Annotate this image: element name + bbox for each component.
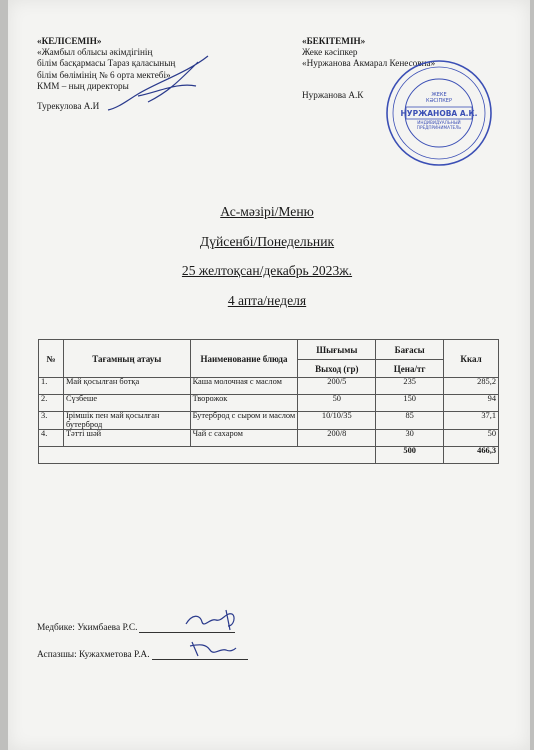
- header-num: №: [39, 340, 64, 378]
- cell-name-kz: Май қосылған ботқа: [63, 378, 190, 395]
- approval-right-heading: «БЕКІТЕМІН»: [302, 36, 366, 46]
- title-week: 4 апта/неделя: [227, 292, 307, 308]
- total-kcal: 466,3: [444, 447, 499, 464]
- stamp-sub2: КӘСІПКЕР: [426, 98, 452, 104]
- total-blank: [39, 447, 376, 464]
- approval-left-signatory: Турекулова А.И: [37, 101, 100, 112]
- approval-left-line: білім басқармасы Тараз қаласының: [37, 58, 176, 69]
- cell-kcal: 94: [444, 395, 499, 412]
- cell-price: 30: [376, 430, 444, 447]
- header-price: Бағасы: [376, 340, 444, 360]
- cell-num: 3.: [39, 412, 64, 430]
- approval-left-line: білім бөлімінің № 6 орта мектебі»: [37, 69, 171, 80]
- cell-output: 10/10/35: [298, 412, 376, 430]
- director-signature: [78, 52, 228, 114]
- nurse-signature: [182, 608, 242, 632]
- cell-name-kz: Ірімшік пен май қосылған бутерброд: [63, 412, 190, 430]
- cell-price: 150: [376, 395, 444, 412]
- title-date: 25 желтоқсан/декабрь 2023ж.: [181, 263, 353, 278]
- nurse-label: Медбике: Укимбаева Р.С.: [37, 623, 138, 633]
- approval-right-line: Жеке кәсіпкер: [302, 47, 358, 58]
- cell-kcal: 285,2: [444, 378, 499, 395]
- table-row: [39, 430, 499, 447]
- document-titles: [0, 204, 534, 322]
- cell-name-ru: Творожок: [190, 395, 298, 412]
- cell-output: 200/5: [298, 378, 376, 395]
- table-row: [39, 378, 499, 395]
- menu-table: [38, 339, 499, 464]
- header-output: Шығымы: [298, 340, 376, 360]
- stamp-main-text: НУРЖАНОВА А.К.: [400, 109, 478, 118]
- table-row: [39, 412, 499, 430]
- title-day: Дүйсенбі/Понедельник: [199, 233, 335, 249]
- approval-right-signatory: Нуржанова А.К: [302, 89, 364, 100]
- approval-left-line: КММ – ның директоры: [37, 80, 129, 91]
- stamp-sub3: ИНДИВИДУАЛЬНЫЙ: [417, 120, 461, 125]
- header-kcal: Ккал: [444, 340, 499, 378]
- cell-output: 50: [298, 395, 376, 412]
- cook-signature: [188, 638, 238, 660]
- approval-right-line: «Нуржанова Акмарал Кенесовна»: [302, 58, 436, 69]
- title-menu: Ас-мәзірі/Меню: [220, 204, 314, 219]
- table-total-row: [39, 447, 499, 464]
- table-row: [39, 395, 499, 412]
- header-name-kz: Тағамның атауы: [63, 340, 190, 378]
- approval-left-heading: «КЕЛІСЕМІН»: [37, 36, 102, 46]
- cell-kcal: 37,1: [444, 412, 499, 430]
- cell-name-kz: Сүзбеше: [63, 395, 190, 412]
- approval-left-line: «Жамбыл облысы әкімдігінің: [37, 47, 153, 58]
- stamp-sub4: ПРЕДПРИНИМАТЕЛЬ: [416, 125, 462, 130]
- stamp-sub1: ЖЕКЕ: [431, 92, 447, 98]
- cell-name-kz: Тәтті шәй: [63, 430, 190, 447]
- company-stamp: [384, 58, 494, 168]
- cell-output: 200/8: [298, 430, 376, 447]
- cell-kcal: 50: [444, 430, 499, 447]
- cook-label: Аспазшы: Кужахметова Р.А.: [37, 650, 150, 660]
- cell-num: 2.: [39, 395, 64, 412]
- cell-num: 1.: [39, 378, 64, 395]
- cell-price: 235: [376, 378, 444, 395]
- total-price: 500: [376, 447, 444, 464]
- header-output-ru: Выход (гр): [298, 360, 376, 378]
- cell-name-ru: Каша молочная с маслом: [190, 378, 298, 395]
- cell-name-ru: Бутерброд с сыром и маслом: [190, 412, 298, 430]
- cell-num: 4.: [39, 430, 64, 447]
- header-name-ru: Наименование блюда: [190, 340, 298, 378]
- cell-price: 85: [376, 412, 444, 430]
- header-price-ru: Цена/тг: [376, 360, 444, 378]
- cell-name-ru: Чай с сахаром: [190, 430, 298, 447]
